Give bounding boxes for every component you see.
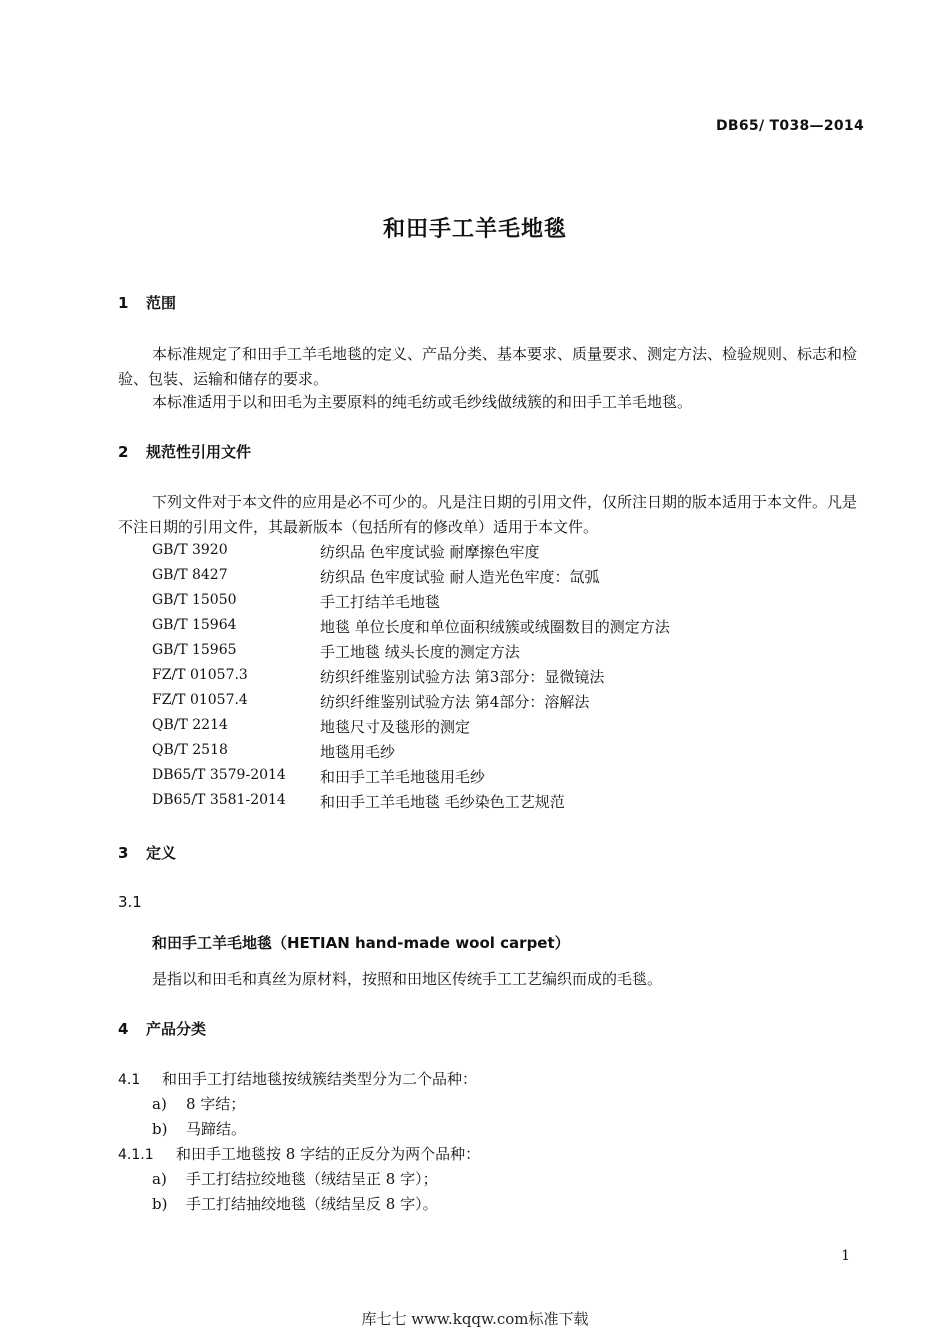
section-2-heading xyxy=(118,441,251,462)
reference-code: DB65/T 3581-2014 xyxy=(152,792,286,808)
clause-3-1-number: 3.1 xyxy=(118,893,142,911)
section-number: 4 xyxy=(118,1020,129,1038)
section-title: 产品分类 xyxy=(146,1020,207,1038)
section-1-heading xyxy=(118,292,176,313)
clause-number: 4.1.1 xyxy=(118,1147,154,1163)
footer-watermark: 库七七 www.kqqw.com标准下载 xyxy=(361,1310,589,1328)
reference-title: 纺织纤维鉴别试验方法 第3部分：显微镜法 xyxy=(320,668,605,686)
clause-number: 4.1 xyxy=(118,1072,141,1088)
reference-code: QB/T 2518 xyxy=(152,742,228,758)
reference-title: 和田手工羊毛地毯 毛纱染色工艺规范 xyxy=(320,793,565,811)
reference-title: 地毯用毛纱 xyxy=(320,743,396,761)
reference-title: 地毯 单位长度和单位面积绒簇或绒圈数目的测定方法 xyxy=(320,618,670,636)
reference-code: GB/T 15965 xyxy=(152,642,237,658)
section-number: 2 xyxy=(118,443,129,461)
section-1-paragraph-1: 本标准规定了和田手工羊毛地毯的定义、产品分类、基本要求、质量要求、测定方法、检验规则、标志和检验、包装、运输和储存的要求。 xyxy=(118,345,858,388)
reference-title: 纺织纤维鉴别试验方法 第4部分：溶解法 xyxy=(320,693,590,711)
reference-title: 纺织品 色牢度试验 耐摩擦色牢度 xyxy=(320,543,540,561)
list-item xyxy=(152,1118,246,1139)
section-number: 3 xyxy=(118,844,129,862)
reference-title: 和田手工羊毛地毯用毛纱 xyxy=(320,768,486,786)
section-title: 定义 xyxy=(146,844,177,862)
section-1-paragraph-2: 本标准适用于以和田毛为主要原料的纯毛纺或毛纱线做绒簇的和田手工羊毛地毯。 xyxy=(152,393,693,411)
section-4-heading xyxy=(118,1018,206,1039)
standard-code: DB65/ T038—2014 xyxy=(716,118,864,134)
list-item xyxy=(152,1093,245,1114)
reference-title: 地毯尺寸及毯形的测定 xyxy=(320,718,471,736)
reference-code: DB65/T 3579-2014 xyxy=(152,767,286,783)
reference-code: QB/T 2214 xyxy=(152,717,228,733)
clause-text: 和田手工打结地毯按绒簇结类型分为二个品种： xyxy=(162,1070,478,1088)
reference-code: FZ/T 01057.4 xyxy=(152,692,248,708)
list-text: 8 字结； xyxy=(186,1095,246,1113)
section-title: 范围 xyxy=(146,294,177,312)
reference-code: GB/T 15050 xyxy=(152,592,237,608)
clause-4-1-1 xyxy=(118,1143,480,1164)
reference-title: 纺织品 色牢度试验 耐人造光色牢度：氙弧 xyxy=(320,568,600,586)
clause-4-1 xyxy=(118,1068,477,1089)
reference-code: GB/T 15964 xyxy=(152,617,237,633)
list-label: a) xyxy=(152,1170,167,1188)
list-item xyxy=(152,1168,438,1189)
list-text: 手工打结抽绞地毯（绒结呈反 8 字）。 xyxy=(186,1195,438,1213)
page-number: 1 xyxy=(841,1248,850,1264)
clause-text: 和田手工地毯按 8 字结的正反分为两个品种： xyxy=(176,1145,481,1163)
list-text: 手工打结拉绞地毯（绒结呈正 8 字）； xyxy=(186,1170,438,1188)
reference-code: GB/T 8427 xyxy=(152,567,228,583)
list-label: b) xyxy=(152,1120,168,1138)
reference-title: 手工打结羊毛地毯 xyxy=(320,593,441,611)
reference-title: 手工地毯 绒头长度的测定方法 xyxy=(320,643,520,661)
term-definition: 是指以和田毛和真丝为原材料，按照和田地区传统手工工艺编织而成的毛毯。 xyxy=(152,970,663,988)
list-label: b) xyxy=(152,1195,168,1213)
document-title: 和田手工羊毛地毯 xyxy=(382,217,567,242)
section-3-heading xyxy=(118,842,176,863)
section-number: 1 xyxy=(118,294,129,312)
list-label: a) xyxy=(152,1095,167,1113)
section-2-intro: 下列文件对于本文件的应用是必不可少的。凡是注日期的引用文件，仅所注日期的版本适用于本文件。凡是不注日期的引用文件，其最新版本（包括所有的修改单）适用于本文件。 xyxy=(118,493,858,536)
list-item xyxy=(152,1193,438,1214)
term-heading: 和田手工羊毛地毯（HETIAN hand-made wool carpet） xyxy=(152,934,570,952)
reference-code: FZ/T 01057.3 xyxy=(152,667,248,683)
list-text: 马蹄结。 xyxy=(186,1120,247,1138)
reference-code: GB/T 3920 xyxy=(152,542,228,558)
section-title: 规范性引用文件 xyxy=(146,443,252,461)
